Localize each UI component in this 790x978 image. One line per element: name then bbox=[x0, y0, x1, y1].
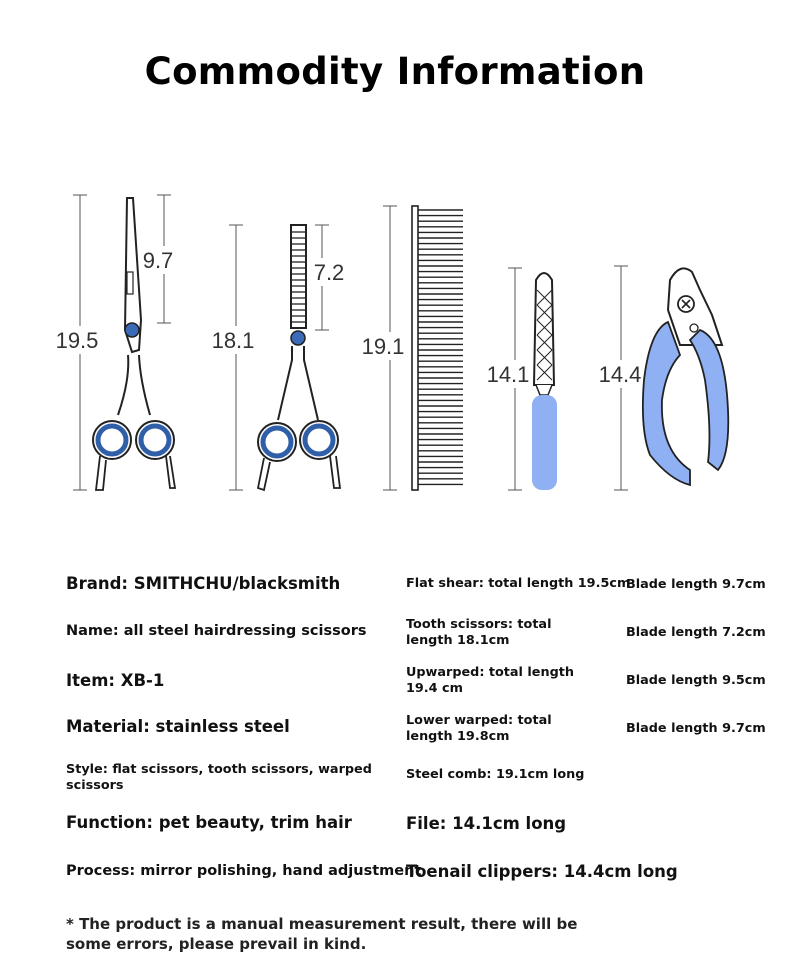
spec-name: Name: all steel hairdressing scissors bbox=[66, 623, 367, 639]
spec-toenail-clippers-length: Toenail clippers: 14.4cm long bbox=[406, 862, 678, 881]
spec-item: Item: XB-1 bbox=[66, 671, 165, 690]
page-title: Commodity Information bbox=[144, 50, 646, 93]
tooth-scissors-illustration bbox=[208, 225, 348, 490]
spec-function: Function: pet beauty, trim hair bbox=[66, 813, 352, 832]
steel-comb-total-label: 19.1 bbox=[361, 334, 405, 359]
spec-file-length: File: 14.1cm long bbox=[406, 814, 567, 833]
flat-shear-illustration bbox=[52, 195, 180, 490]
spec-process: Process: mirror polishing, hand adjustment bbox=[66, 863, 422, 879]
toenail-clippers-illustration bbox=[596, 266, 728, 490]
spec-tooth-scissors-length: Tooth scissors: total length 18.1cm bbox=[406, 617, 552, 648]
tools-illustration bbox=[0, 180, 790, 510]
file-illustration bbox=[484, 268, 557, 490]
spec-material: Material: stainless steel bbox=[66, 717, 290, 736]
toenail-clippers-total-label: 14.4 bbox=[598, 362, 642, 387]
spec-lower-warped-blade: Blade length 9.7cm bbox=[626, 721, 766, 736]
steel-comb-illustration bbox=[360, 206, 463, 490]
spec-brand: Brand: SMITHCHU/blacksmith bbox=[66, 574, 341, 593]
spec-lower-warped-length: Lower warped: total length 19.8cm bbox=[406, 713, 552, 744]
tooth-scissors-blade-label: 7.2 bbox=[313, 260, 345, 285]
flat-shear-blade-label: 9.7 bbox=[142, 248, 174, 273]
spec-steel-comb-length: Steel comb: 19.1cm long bbox=[406, 767, 585, 782]
spec-flat-shear-blade: Blade length 9.7cm bbox=[626, 577, 766, 592]
measurement-note: * The product is a manual measurement result, there will be some errors, please prevail in kind. bbox=[66, 915, 578, 953]
spec-upwarped-length: Upwarped: total length 19.4 cm bbox=[406, 665, 574, 696]
spec-upwarped-blade: Blade length 9.5cm bbox=[626, 673, 766, 688]
file-total-label: 14.1 bbox=[486, 362, 530, 387]
spec-flat-shear-length: Flat shear: total length 19.5cm bbox=[406, 576, 631, 591]
tooth-scissors-total-label: 18.1 bbox=[211, 328, 255, 353]
flat-shear-total-label: 19.5 bbox=[55, 328, 99, 353]
spec-tooth-scissors-blade: Blade length 7.2cm bbox=[626, 625, 766, 640]
spec-style: Style: flat scissors, tooth scissors, warped scissors bbox=[66, 762, 372, 793]
